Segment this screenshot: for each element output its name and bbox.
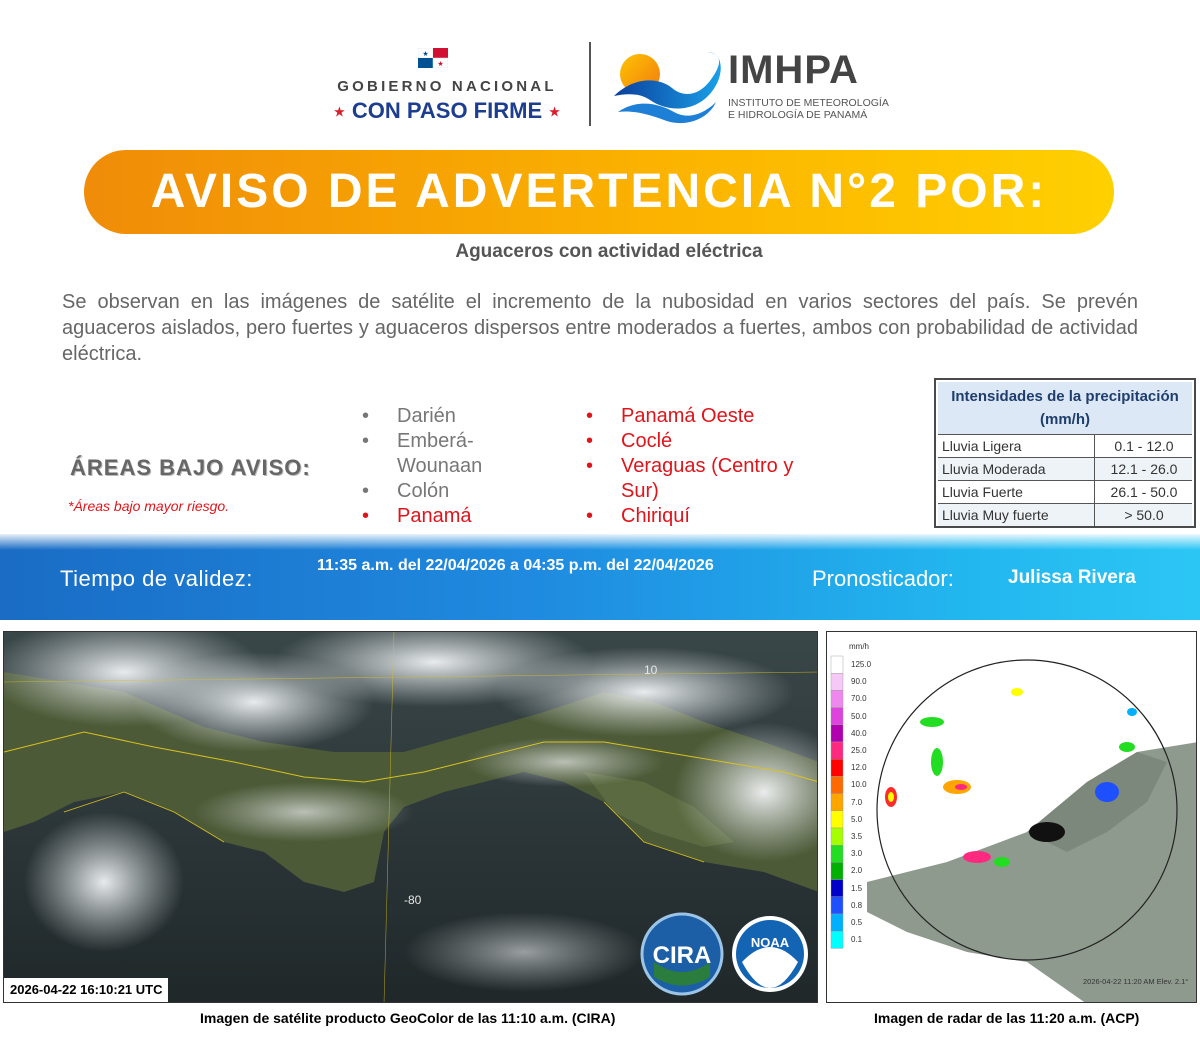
radar-scale-swatch	[831, 656, 843, 673]
radar-scale-swatch	[831, 690, 843, 707]
cira-logo-text: CIRA	[652, 942, 712, 969]
precipitation-table	[934, 378, 1196, 528]
bullet-icon: •	[586, 455, 594, 477]
radar-scale-swatch	[831, 759, 843, 776]
radar-scale-swatch	[831, 897, 843, 914]
table-row	[938, 480, 1192, 503]
table-row	[938, 503, 1192, 526]
row-range: > 50.0	[1124, 507, 1164, 523]
radar-scale-swatch	[831, 673, 843, 690]
list-item	[586, 504, 846, 529]
radar-scale-label: 50.0	[851, 711, 867, 721]
bullet-icon: •	[586, 430, 594, 452]
areas-label: ÁREAS BAJO AVISO:	[70, 455, 311, 480]
area-name: Darién	[397, 405, 456, 427]
list-item	[362, 504, 532, 529]
list-item	[362, 479, 532, 504]
org-sub-line2: E HIDROLOGÍA DE PANAMÁ	[728, 109, 868, 121]
radar-scale-swatch	[831, 880, 843, 897]
warning-description: Se observan en las imágenes de satélite el incremento de la nubosidad en varios sectores del país. Se prevén aguaceros aislados, pero fuertes y aguaceros dispersos entre moderados a fuertes, ambos con probabilidad de actividad eléctrica.	[62, 291, 1138, 365]
radar-scale-swatch	[831, 725, 843, 742]
radar-scale-label: 12.0	[851, 763, 867, 773]
list-item	[362, 404, 532, 429]
satellite-geocolor-map	[4, 632, 818, 1003]
radar-scale-label: 3.5	[851, 832, 863, 841]
row-name: Lluvia Muy fuerte	[942, 507, 1049, 523]
noaa-logo-text: NOAA	[750, 935, 790, 950]
org-sub-line1: INSTITUTO DE METEOROLOGÍA	[728, 97, 889, 109]
table-row	[938, 434, 1192, 457]
row-range: 12.1 - 26.0	[1110, 461, 1178, 477]
list-item	[586, 429, 846, 454]
row-name: Lluvia Fuerte	[942, 484, 1023, 500]
org-name: IMHPA	[728, 48, 859, 92]
radar-scale-label: 70.0	[851, 694, 867, 704]
warning-title: AVISO DE ADVERTENCIA N°2 POR:	[150, 165, 1048, 218]
warning-banner	[84, 150, 1114, 234]
radar-scale-label: 2.0	[851, 866, 863, 876]
radar-scale-label: 1.5	[851, 883, 863, 893]
radar-scale-swatch	[831, 931, 843, 948]
radar-scale-label: 10.0	[851, 780, 867, 790]
noaa-logo-icon	[732, 916, 808, 992]
list-item	[362, 429, 532, 479]
radar-scale-swatch	[831, 742, 843, 759]
radar-timestamp: 2026-04-22 11:20 AM Elev. 2.1°	[1083, 977, 1189, 986]
radar-scale-label: 0.8	[851, 900, 863, 910]
imhpa-logo-icon	[612, 48, 724, 126]
areas-list-column2	[586, 404, 846, 529]
table-row	[938, 457, 1192, 480]
forecaster-name: Julissa Rivera	[1008, 567, 1136, 588]
gobierno-nacional-logo	[318, 48, 576, 128]
radar-scale-swatch	[831, 708, 843, 725]
grid-label-lat: 10	[644, 663, 658, 677]
row-range: 26.1 - 50.0	[1110, 484, 1178, 500]
radar-scale-label: 7.0	[851, 797, 863, 807]
cira-logo-icon	[642, 914, 722, 994]
area-name: Panamá	[397, 505, 472, 527]
satellite-image	[3, 631, 818, 1003]
radar-unit: mm/h	[849, 642, 869, 651]
validity-bar-highlight	[0, 534, 1200, 550]
radar-caption: Imagen de radar de las 11:20 a.m. (ACP)	[874, 1010, 1140, 1026]
areas-list-column1	[362, 404, 532, 529]
list-item	[586, 404, 846, 429]
table-title-line1: Intensidades de la precipitación	[951, 388, 1179, 405]
bullet-icon: •	[362, 430, 370, 452]
radar-scale-swatch	[831, 828, 843, 845]
areas-note: *Áreas bajo mayor riesgo.	[68, 498, 230, 514]
area-name: Veraguas (Centro y Sur)	[621, 455, 794, 502]
area-name: Panamá Oeste	[621, 405, 755, 427]
validity-value: 11:35 a.m. del 22/04/2026 a 04:35 p.m. del 22/04/2026	[317, 557, 714, 574]
forecaster-label: Pronosticador:	[812, 566, 954, 591]
radar-scale-swatch	[831, 811, 843, 828]
satellite-timestamp: 2026-04-22 16:10:21 UTC	[4, 978, 168, 1002]
row-name: Lluvia Moderada	[942, 461, 1046, 477]
bullet-icon: •	[362, 405, 370, 427]
star-icon: ★	[333, 103, 346, 120]
radar-scale-swatch	[831, 845, 843, 862]
gov-line2	[318, 98, 576, 124]
grid-label-lon: -80	[404, 893, 422, 907]
bullet-icon: •	[586, 505, 594, 527]
radar-scale-label: 125.0	[851, 660, 872, 669]
radar-image	[826, 631, 1197, 1003]
radar-scale-label: 40.0	[851, 728, 867, 738]
gov-slogan: CON PASO FIRME	[351, 98, 543, 123]
radar-scale-swatch	[831, 914, 843, 931]
radar-scale-label: 5.0	[851, 814, 863, 824]
org-subtitle	[728, 97, 889, 121]
svg-text:★: ★	[437, 61, 444, 68]
precipitation-table-header	[938, 382, 1192, 434]
radar-scale-label: 25.0	[851, 746, 867, 755]
star-icon: ★	[548, 103, 561, 120]
bullet-icon: •	[362, 480, 370, 502]
gov-line1: GOBIERNO NACIONAL	[337, 78, 557, 95]
radar-scale-label: 0.5	[851, 918, 863, 927]
satellite-caption: Imagen de satélite producto GeoColor de las 11:10 a.m. (CIRA)	[200, 1010, 616, 1026]
bullet-icon: •	[362, 505, 370, 527]
radar-map	[827, 632, 1197, 1003]
row-name: Lluvia Ligera	[942, 438, 1022, 454]
radar-scale-swatch	[831, 862, 843, 879]
warning-subtitle: Aguaceros con actividad eléctrica	[455, 241, 763, 262]
svg-text:★: ★	[422, 51, 429, 58]
header-divider	[589, 42, 591, 126]
list-item	[586, 454, 826, 504]
row-range: 0.1 - 12.0	[1114, 438, 1174, 454]
table-title-line2: (mm/h)	[1040, 411, 1090, 428]
radar-scale-swatch	[831, 794, 843, 811]
area-name: Emberá-Wounaan	[397, 430, 483, 477]
radar-scale-label: 0.1	[851, 935, 863, 945]
area-name: Coclé	[621, 430, 673, 452]
validity-label: Tiempo de validez:	[60, 566, 253, 591]
bullet-icon: •	[586, 405, 594, 427]
radar-scale-label: 90.0	[851, 677, 867, 687]
area-name: Chiriquí	[621, 505, 690, 527]
panama-flag-icon	[418, 48, 448, 68]
radar-scale-label: 3.0	[851, 849, 863, 859]
radar-scale-swatch	[831, 776, 843, 793]
area-name: Colón	[397, 480, 450, 502]
